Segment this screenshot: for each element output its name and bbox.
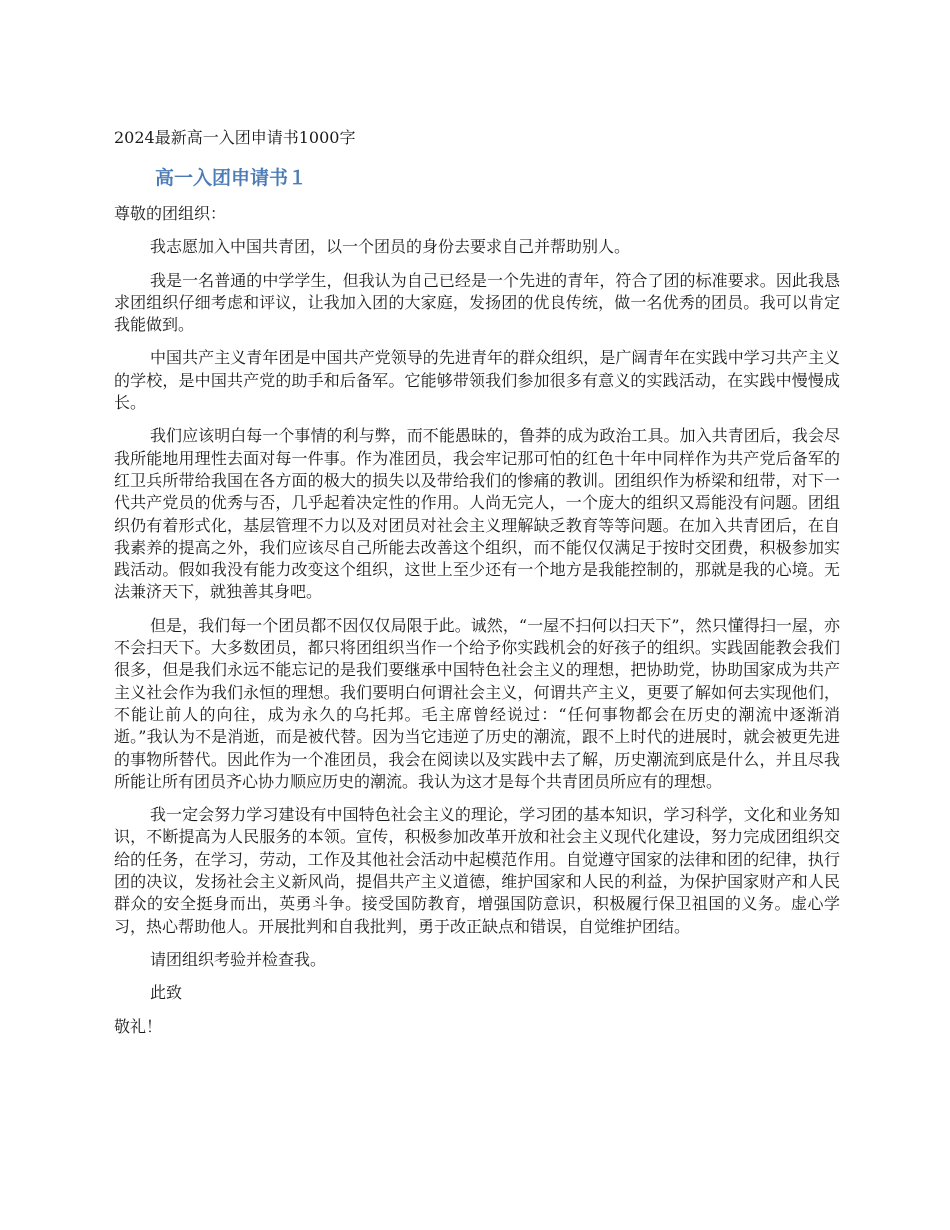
document-title: 2024最新高一入团申请书1000字 <box>114 128 356 147</box>
section-heading: 高一入团申请书１ <box>155 167 308 189</box>
paragraph: 请团组织考验并检查我。 <box>150 949 327 969</box>
document-body <box>114 203 840 1049</box>
paragraph: 我们应该明白每一个事情的利与弊，而不能愚昧的，鲁莽的成为政治工具。加入共青团后，我会尽我所能地用理性去面对每一件事。作为准团员，我会牢记那可怕的红色十年中同样作为共产党后备军的红卫兵所带给我国在各方面的极大的损失以及带给我们的惨痛的教训。团组织作为桥梁和纽带，对下一代共产党员的优秀与否，几乎起着决定性的作用。人尚无完人，一个庞大的组织又焉能没有问题。团组织仍有着形式化，基层管理不力以及对团员对社会主义理解缺乏教育等等问题。在加入共青团后，在自我素养的提高之外，我们应该尽自己所能去改善这个组织，而不能仅仅满足于按时交团费，积极参加实践活动。假如我没有能力改变这个组织，这世上至少还有一个地方是我能控制的，那就是我的心境。无法兼济天下，就独善其身吧。 <box>114 426 840 602</box>
paragraph: 中国共产主义青年团是中国共产党领导的先进青年的群众组织，是广阔青年在实践中学习共产主义的学校，是中国共产党的助手和后备军。它能够带领我们参加很多有意义的实践活动，在实践中慢慢成长。 <box>114 348 840 413</box>
closing: 敬礼！ <box>114 1016 163 1036</box>
paragraph: 我是一名普通的中学学生，但我认为自己已经是一个先进的青年，符合了团的标准要求。因此我恳求团组织仔细考虑和评议，让我加入团的大家庭，发扬团的优良传统，做一名优秀的团员。我可以肯定我能做到。 <box>114 270 840 335</box>
paragraph: 我志愿加入中国共青团，以一个团员的身份去要求自己并帮助别人。 <box>150 237 631 257</box>
paragraph: 但是，我们每一个团员都不因仅仅局限于此。诚然，“一屋不扫何以扫天下”，然只懂得扫一屋，亦不会扫天下。大多数团员，都只将团组织当作一个给予你实践机会的好孩子的组织。实践固能教会我们很多，但是我们永远不能忘记的是我们要继承中国特色社会主义的理想，把协助党，协助国家成为共产主义社会作为我们永恒的理想。我们要明白何谓社会主义，何谓共产主义，更要了解如何去实现他们，不能让前人的向往，成为永久的乌托邦。毛主席曾经说过：“任何事物都会在历史的潮流中逐渐消逝。”我认为不是消逝，而是被代替。因为当它违逆了历史的潮流，跟不上时代的进展时，就会被更先进的事物所替代。因此作为一个准团员，我会在阅读以及实践中去了解，历史潮流到底是什么，并且尽我所能让所有团员齐心协力顺应历史的潮流。我认为这才是每个共青团员所应有的理想。 <box>114 615 840 791</box>
paragraph: 我一定会努力学习建设有中国特色社会主义的理论，学习团的基本知识，学习科学，文化和业务知识，不断提高为人民服务的本领。宣传，积极参加改革开放和社会主义现代化建设，努力完成团组织交给的任务，在学习，劳动，工作及其他社会活动中起模范作用。自觉遵守国家的法律和团的纪律，执行团的决议，发扬社会主义新风尚，提倡共产主义道德，维护国家和人民的利益，为保护国家财产和人民群众的安全挺身而出，英勇斗争。接受国防教育，增强国防意识，积极履行保卫祖国的义务。虚心学习，热心帮助他人。开展批判和自我批判，勇于改正缺点和错误，自觉维护团结。 <box>114 805 840 936</box>
salutation: 尊敬的团组织： <box>114 204 227 223</box>
paragraph: 此致 <box>150 983 183 1003</box>
